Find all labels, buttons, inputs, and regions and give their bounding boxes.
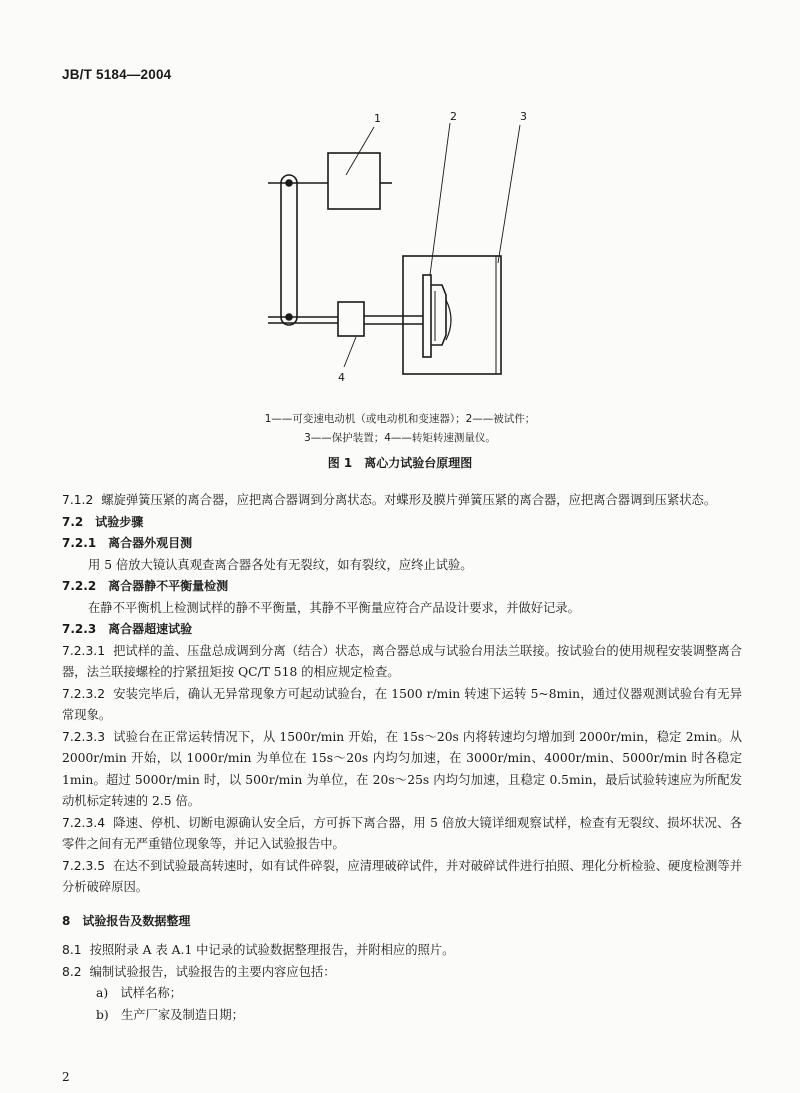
clause-number: 7.2.3.3	[62, 729, 106, 744]
clause-number: 7.2.3.4	[62, 815, 106, 830]
paragraph-7-2-3-2	[62, 684, 742, 727]
paragraph-7-2-3-4	[62, 813, 742, 856]
list-item-b: b) 生产厂家及制造日期；	[96, 1007, 244, 1022]
clutch-flywheel	[423, 275, 431, 357]
figure-legend-line-2: 3——保护装置；4——转矩转速测量仪。	[304, 432, 496, 444]
clause-text: 安装完毕后，确认无异常现象方可起动试验台，在 1500 r/min 转速下运转 5~8min，通过仪器观测试验台有无异常现象。	[62, 686, 742, 722]
clause-number: 7.2.3.2	[62, 686, 106, 701]
diagram-svg	[258, 105, 558, 405]
heading-7-2-2: 7.2.2 离合器静不平衡量检测	[62, 579, 229, 593]
paragraph-7-1-2	[62, 490, 742, 512]
clause-number: 7.1.2	[62, 493, 94, 507]
clutch-plate	[431, 285, 446, 345]
document-id-header: JB/T 5184—2004	[62, 67, 172, 82]
paragraph-7-2-3-1	[62, 641, 742, 684]
callout-3: 3	[520, 110, 527, 123]
clause-text: 编制试验报告，试验报告的主要内容应包括：	[89, 964, 336, 979]
clause-text: 降速、停机、切断电源确认安全后，方可拆下离合器，用 5 倍放大镜详细观察试样，检查有无裂纹、损坏状况、各零件之间有无严重错位现象等，并记入试验报告中。	[62, 815, 742, 851]
paragraph-7-2-3-5	[62, 856, 742, 899]
callout-1: 1	[374, 112, 381, 125]
clause-text: 把试样的盖、压盘总成调到分离（结合）状态，离合器总成与试验台用法兰联接。按试验台的使用规程安装调整离合器，法兰联接螺栓的拧紧扭矩按 QC/T 518 的相应规定检查。	[62, 643, 742, 679]
list-item-a: a) 试样名称；	[96, 986, 182, 1000]
clause-text: 螺旋弹簧压紧的离合器，应把离合器调到分离状态。对蝶形及膜片弹簧压紧的离合器，应把离合器调到压紧状态。	[101, 493, 717, 507]
test-bench-diagram	[258, 105, 558, 405]
clause-number: 8.1	[62, 943, 82, 957]
clause-number: 7.2.3.1	[62, 643, 106, 658]
callout-4: 4	[338, 371, 345, 384]
figure-legend-line-1: 1——可变速电动机（或电动机和变速器）；2——被试件；	[264, 413, 536, 425]
clause-text: 按照附录 A 表 A.1 中记录的试验数据整理报告，并附相应的照片。	[89, 943, 455, 957]
callout-2: 2	[450, 110, 457, 123]
figure-title: 图 1 离心力试验台原理图	[327, 456, 473, 470]
clause-text: 在达不到试验最高转速时，如有试件碎裂，应清理破碎试件，并对破碎试件进行拍照、理化分析检验、硬度检测等并分析破碎原因。	[62, 858, 742, 894]
body-text	[62, 490, 742, 1026]
belt-drive	[281, 175, 297, 325]
paragraph-7-2-1: 用 5 倍放大镜认真观查离合器各处有无裂纹，如有裂纹，应终止试验。	[88, 557, 473, 572]
paragraph-8-1	[62, 940, 742, 962]
heading-8: 8 试验报告及数据整理	[62, 913, 191, 928]
page-number: 2	[62, 1070, 70, 1084]
torque-meter-shape	[338, 302, 364, 336]
paragraph-8-2	[62, 962, 742, 984]
paragraph-7-2-2: 在静不平衡机上检测试样的静不平衡量，其静不平衡量应符合产品设计要求，并做好记录。	[88, 600, 580, 615]
protective-box	[403, 256, 501, 374]
clause-number: 8.2	[62, 964, 82, 979]
heading-7-2-3: 7.2.3 离合器超速试验	[62, 622, 193, 636]
clause-text: 试验台在正常运转情况下，从 1500r/min 开始，在 15s～20s 内将转速均匀增加到 2000r/min，稳定 2min。从 2000r/min 开始，以 1000r/min 为单位在 15s～20s 内均匀加速，在 3000r/min、4000r/min、5000r/min 时各稳定 1min。超过 5000r/min 时，以 500r/min 为单位，在 20s～25s 内均匀加速，且稳定 0.5min，最后试验转速应为所配发动机标定转速的 2.5 倍。	[62, 729, 742, 808]
paragraph-7-2-3-3	[62, 727, 742, 813]
heading-7-2: 7.2 试验步骤	[62, 514, 144, 529]
clause-number: 7.2.3.5	[62, 858, 106, 873]
heading-7-2-1: 7.2.1 离合器外观目测	[62, 536, 193, 550]
